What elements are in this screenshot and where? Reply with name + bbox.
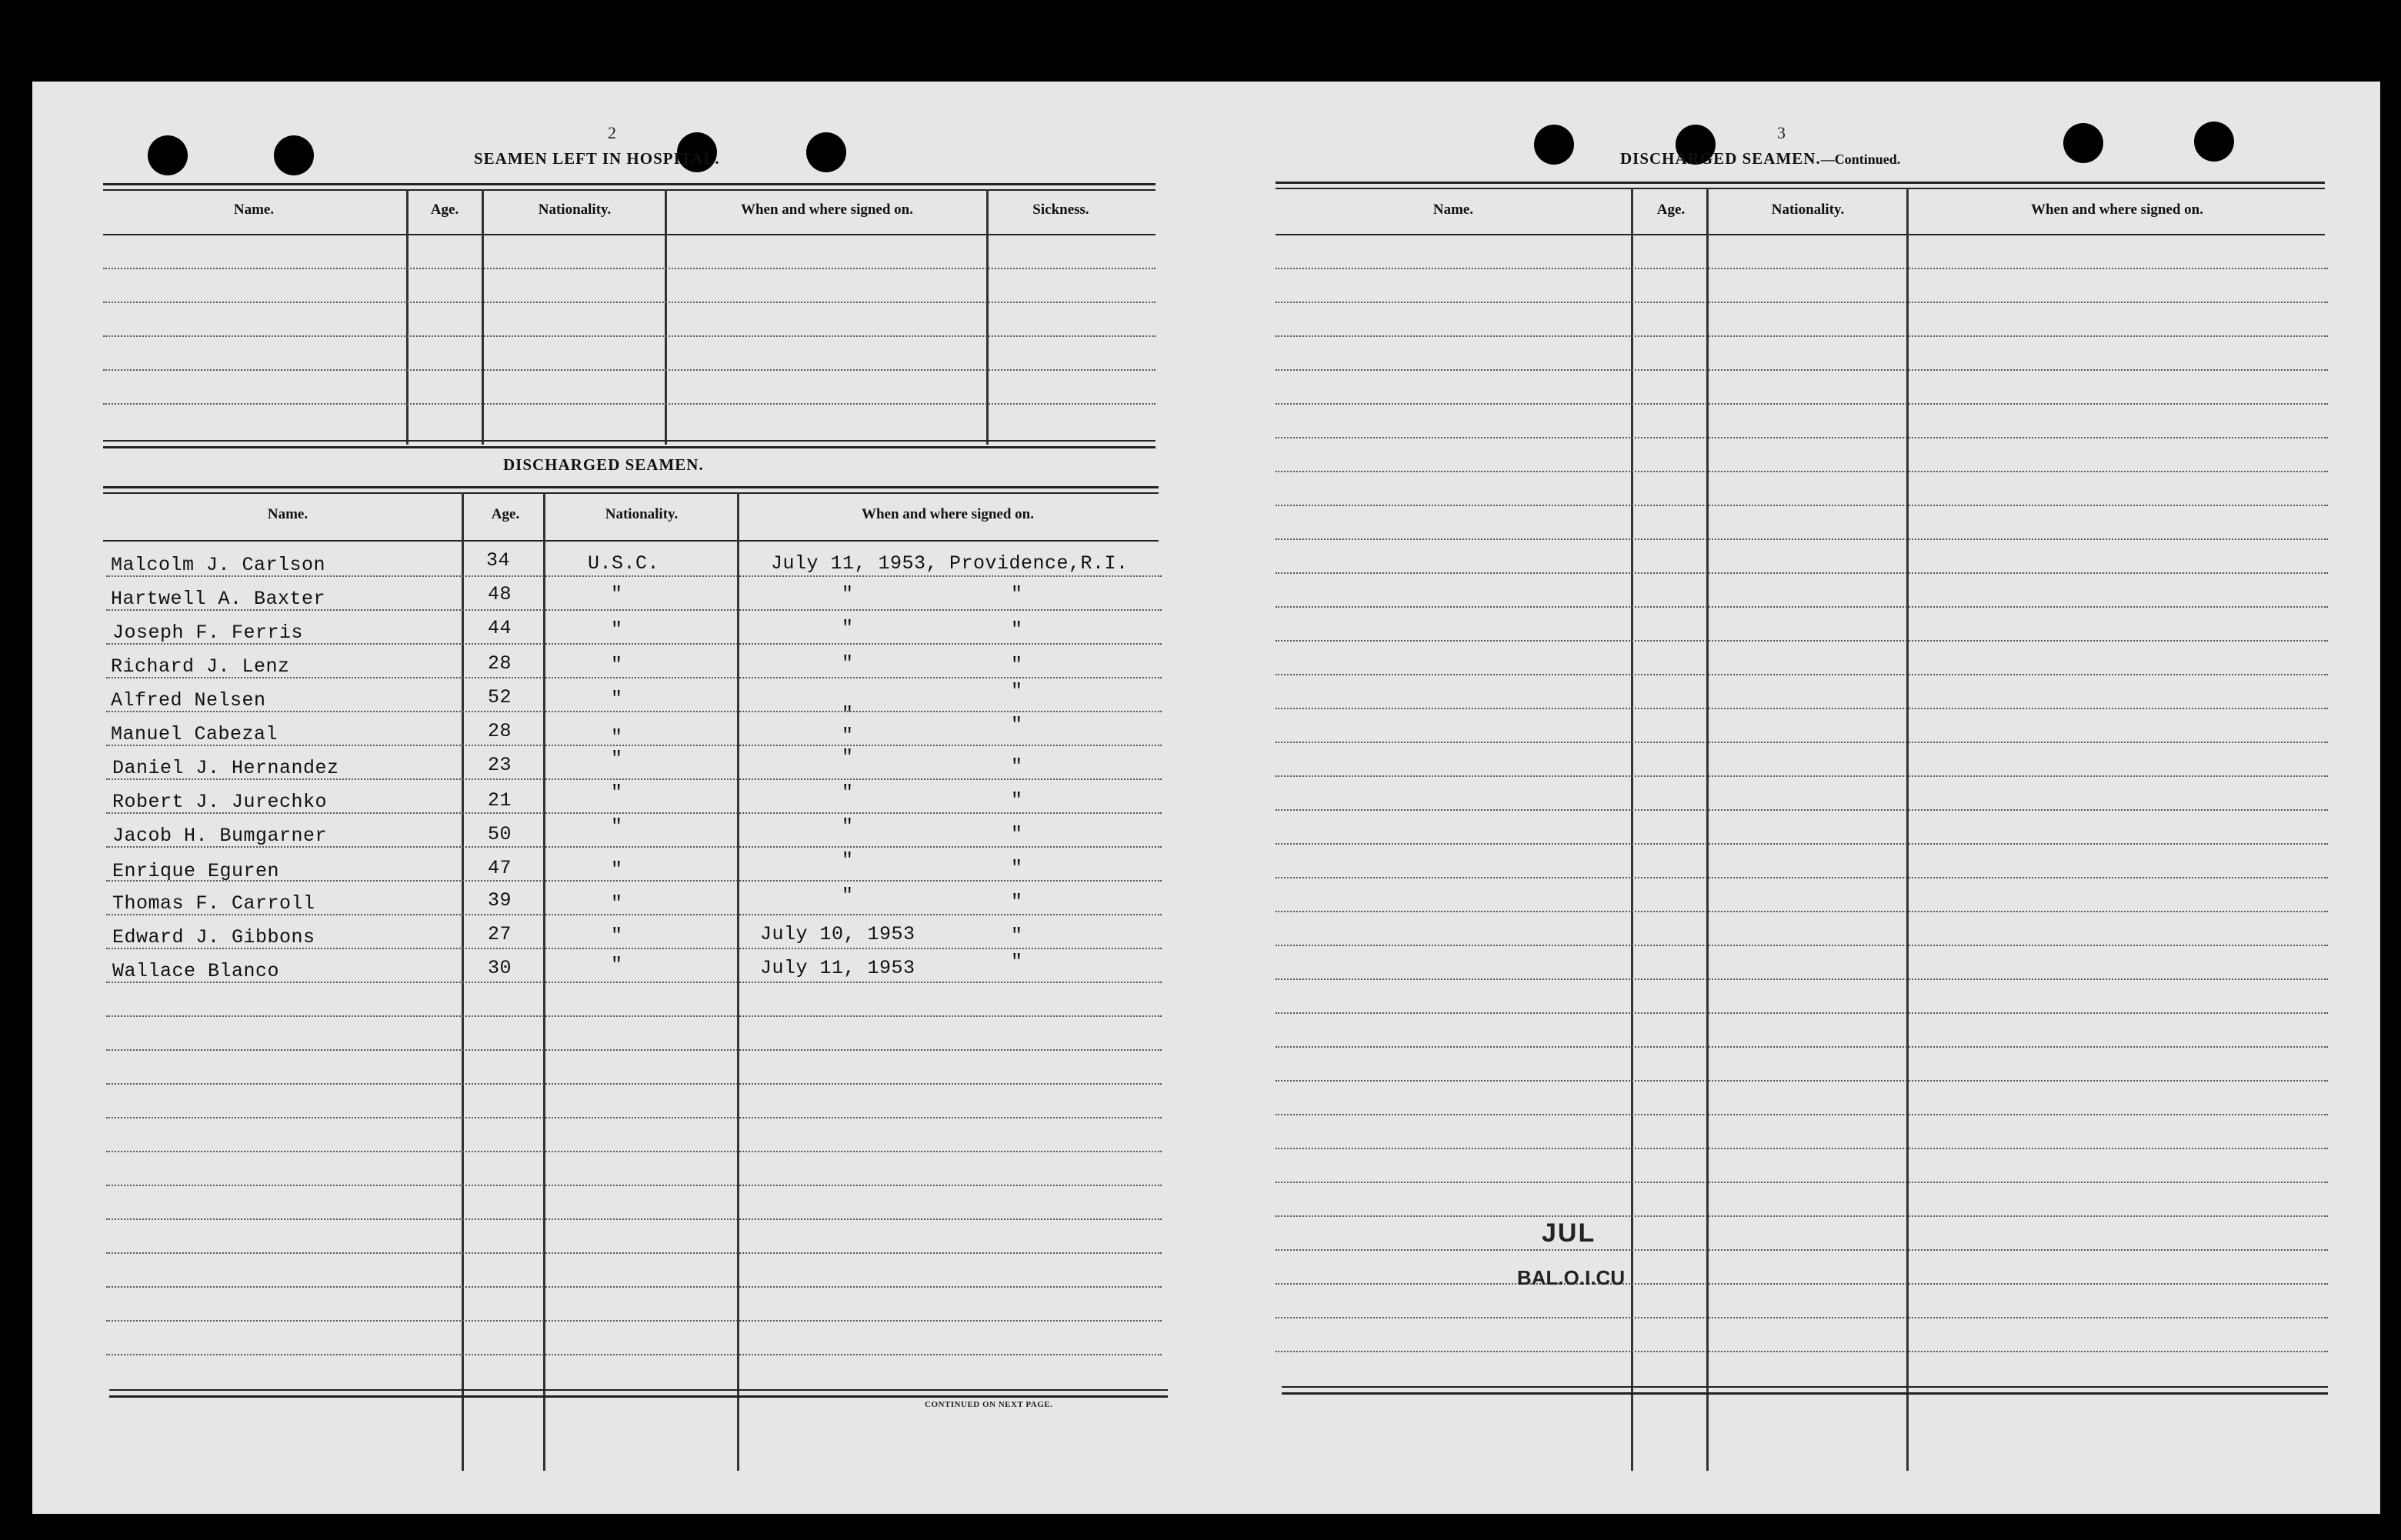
rule xyxy=(103,486,1159,488)
seaman-age: 48 xyxy=(488,583,512,605)
ruled-line xyxy=(1276,572,2328,574)
ruled-line xyxy=(1276,606,2328,608)
rule xyxy=(103,189,1155,191)
seaman-age: 50 xyxy=(488,823,512,845)
ruled-line xyxy=(1276,1215,2328,1217)
seaman-name: Enrique Eguren xyxy=(112,860,280,882)
seaman-nationality: " xyxy=(611,782,623,804)
ruled-line xyxy=(1276,538,2328,540)
continued-suffix: —Continued. xyxy=(1820,152,1901,167)
date-stamp-line2: BAL.O.I.CU xyxy=(1517,1266,1626,1289)
rule xyxy=(1276,188,2325,189)
hospital-col-name: Name. xyxy=(233,202,275,218)
ruled-line xyxy=(1276,471,2328,472)
seaman-nationality: " xyxy=(611,654,623,676)
document-sheet xyxy=(32,82,2380,1514)
hospital-col-nationality: Nationality. xyxy=(538,202,612,218)
ruled-line xyxy=(1276,809,2328,811)
ruled-line xyxy=(103,268,1155,269)
ruled-line xyxy=(1276,877,2328,878)
seaman-name: Malcolm J. Carlson xyxy=(111,554,326,576)
seaman-signed-date: " xyxy=(842,782,854,804)
seaman-signed-place: " xyxy=(1011,951,1023,973)
seaman-signed-place: " xyxy=(1011,680,1023,702)
hospital-col-age: Age. xyxy=(430,202,459,218)
ruled-line xyxy=(1276,403,2328,405)
rule xyxy=(103,540,1159,542)
rule xyxy=(103,446,1155,448)
ruled-line xyxy=(106,1049,1162,1051)
ruled-line xyxy=(1276,775,2328,777)
right-col-age: Age. xyxy=(1656,202,1686,218)
ruled-line xyxy=(1276,1182,2328,1183)
ruled-line xyxy=(106,1015,1162,1017)
hospital-col-signed-on: When and where signed on. xyxy=(740,202,913,218)
rule xyxy=(103,183,1155,185)
column-divider xyxy=(1706,188,1709,1471)
seaman-nationality: " xyxy=(611,954,623,976)
seaman-signed-date: " xyxy=(842,652,854,675)
ruled-line xyxy=(1276,1249,2328,1251)
ruled-line xyxy=(1276,1080,2328,1082)
ruled-line xyxy=(106,1252,1162,1254)
ruled-line xyxy=(1276,978,2328,980)
seaman-name: Manuel Cabezal xyxy=(111,723,278,745)
seaman-nationality: " xyxy=(611,858,623,881)
page-number-left: 2 xyxy=(608,123,616,142)
discharged-col-age: Age. xyxy=(491,506,520,522)
column-divider xyxy=(986,189,989,445)
hospital-section-title: SEAMEN LEFT IN HOSPITAL. xyxy=(474,149,720,168)
ruled-line xyxy=(1276,742,2328,743)
page-number-right: 3 xyxy=(1777,123,1786,142)
seaman-nationality: U.S.C. xyxy=(588,552,660,575)
discharged-continued-title-text: DISCHARGED SEAMEN. xyxy=(1620,149,1821,168)
ruled-line xyxy=(1276,1046,2328,1048)
rule xyxy=(103,440,1155,442)
rule xyxy=(1282,1392,2328,1395)
seaman-age: 47 xyxy=(488,857,512,879)
ruled-line xyxy=(1276,1148,2328,1149)
seaman-age: 52 xyxy=(488,686,512,708)
seaman-nationality: " xyxy=(611,618,623,641)
seaman-nationality: " xyxy=(611,892,623,915)
seaman-name: Edward J. Gibbons xyxy=(112,926,315,948)
right-col-nationality: Nationality. xyxy=(1771,202,1845,218)
seaman-nationality: " xyxy=(611,925,623,947)
seaman-name: Robert J. Jurechko xyxy=(112,791,328,813)
seaman-signed-place: " xyxy=(1011,583,1023,605)
ruled-line xyxy=(1276,335,2328,337)
ruled-line xyxy=(106,1117,1162,1118)
seaman-signed-date: July 11, 1953 xyxy=(760,957,915,979)
punch-hole xyxy=(806,132,846,172)
ruled-line xyxy=(106,1286,1162,1288)
seaman-signed-place: " xyxy=(1011,891,1023,913)
ruled-line xyxy=(1276,1351,2328,1352)
ruled-line xyxy=(103,369,1155,371)
seaman-signed-place: " xyxy=(1011,789,1023,812)
seaman-signed-date: " xyxy=(842,617,854,639)
seaman-signed-place: Providence,R.I. xyxy=(949,552,1129,575)
column-divider xyxy=(1631,188,1633,1471)
seaman-age: 28 xyxy=(488,652,512,675)
seaman-signed-date: " xyxy=(842,703,854,725)
punch-hole xyxy=(2063,123,2103,163)
ruled-line xyxy=(1276,268,2328,269)
ruled-line xyxy=(1276,708,2328,709)
ruled-line xyxy=(106,1354,1162,1355)
ruled-line xyxy=(103,335,1155,337)
ruled-line xyxy=(1276,505,2328,506)
rule xyxy=(1282,1386,2328,1388)
ruled-line xyxy=(1276,1283,2328,1285)
ruled-line xyxy=(1276,945,2328,946)
column-divider xyxy=(482,189,484,445)
ruled-line xyxy=(106,1320,1162,1322)
seaman-name: Wallace Blanco xyxy=(112,960,280,982)
discharged-section-title: DISCHARGED SEAMEN. xyxy=(503,455,704,474)
seaman-signed-place: " xyxy=(1011,714,1023,736)
punch-hole xyxy=(2194,122,2234,162)
seaman-signed-date: " xyxy=(842,849,854,872)
rule xyxy=(109,1395,1168,1398)
seaman-name: Jacob H. Bumgarner xyxy=(112,825,328,847)
ruled-line xyxy=(1276,437,2328,438)
seaman-signed-date: " xyxy=(842,725,854,747)
seaman-nationality: " xyxy=(611,583,623,605)
hospital-col-sickness: Sickness. xyxy=(1032,202,1089,218)
seaman-age: 23 xyxy=(488,754,512,776)
rule xyxy=(103,492,1159,494)
seaman-signed-date: " xyxy=(842,583,854,605)
seaman-name: Daniel J. Hernandez xyxy=(112,757,339,779)
column-divider xyxy=(665,189,667,445)
column-divider xyxy=(406,189,409,445)
ruled-line xyxy=(106,1185,1162,1186)
right-col-name: Name. xyxy=(1432,202,1474,218)
rule xyxy=(103,234,1155,235)
seaman-signed-place: " xyxy=(1011,654,1023,676)
seaman-nationality: " xyxy=(611,726,623,748)
discharged-continued-title xyxy=(1620,149,1900,168)
ruled-line xyxy=(1276,369,2328,371)
ruled-line xyxy=(103,302,1155,303)
seaman-age: 30 xyxy=(488,957,512,979)
ruled-line xyxy=(1276,1012,2328,1014)
punch-hole xyxy=(148,135,188,175)
seaman-nationality: " xyxy=(611,688,623,710)
ruled-line xyxy=(106,1083,1162,1085)
ruled-line xyxy=(1276,1317,2328,1318)
seaman-name: Alfred Nelsen xyxy=(111,689,266,712)
column-divider xyxy=(1906,188,1909,1471)
seaman-age: 21 xyxy=(488,789,512,812)
seaman-signed-date: " xyxy=(842,746,854,768)
ruled-line xyxy=(1276,843,2328,845)
seaman-signed-date: " xyxy=(842,885,854,907)
seaman-signed-place: " xyxy=(1011,618,1023,641)
ruled-line xyxy=(1276,1114,2328,1115)
seaman-signed-place: " xyxy=(1011,755,1023,778)
continued-note: CONTINUED ON NEXT PAGE. xyxy=(925,1400,1053,1409)
seaman-signed-date: " xyxy=(842,815,854,838)
seaman-name: Thomas F. Carroll xyxy=(112,892,315,915)
seaman-nationality: " xyxy=(611,748,623,770)
punch-hole xyxy=(274,135,314,175)
discharged-col-nationality: Nationality. xyxy=(605,506,679,522)
ruled-line xyxy=(1276,640,2328,642)
seaman-signed-date: July 11, 1953, xyxy=(771,552,939,575)
discharged-col-name: Name. xyxy=(267,506,308,522)
ruled-line xyxy=(106,1218,1162,1220)
seaman-nationality: " xyxy=(611,815,623,838)
seaman-signed-place: " xyxy=(1011,823,1023,845)
seaman-name: Richard J. Lenz xyxy=(111,655,290,678)
ruled-line xyxy=(106,1151,1162,1152)
seaman-age: 34 xyxy=(486,549,511,572)
ruled-line xyxy=(1276,674,2328,675)
seaman-signed-place: " xyxy=(1011,857,1023,879)
rule xyxy=(109,1389,1168,1391)
seaman-name: Joseph F. Ferris xyxy=(112,622,304,644)
rule xyxy=(1276,234,2325,235)
seaman-name: Hartwell A. Baxter xyxy=(111,588,326,610)
seaman-age: 28 xyxy=(488,720,512,742)
rule xyxy=(1276,182,2325,184)
ruled-line xyxy=(1276,911,2328,912)
seaman-age: 44 xyxy=(488,617,512,639)
date-stamp-line1: JUL xyxy=(1542,1218,1596,1248)
punch-hole xyxy=(1534,125,1574,165)
seaman-signed-place: " xyxy=(1011,925,1023,947)
seaman-age: 39 xyxy=(488,889,512,912)
ruled-line xyxy=(103,403,1155,405)
discharged-col-signed-on: When and where signed on. xyxy=(861,506,1034,522)
seaman-age: 27 xyxy=(488,923,512,945)
ruled-line xyxy=(1276,302,2328,303)
right-col-signed-on: When and where signed on. xyxy=(2030,202,2203,218)
seaman-signed-date: July 10, 1953 xyxy=(760,923,915,945)
